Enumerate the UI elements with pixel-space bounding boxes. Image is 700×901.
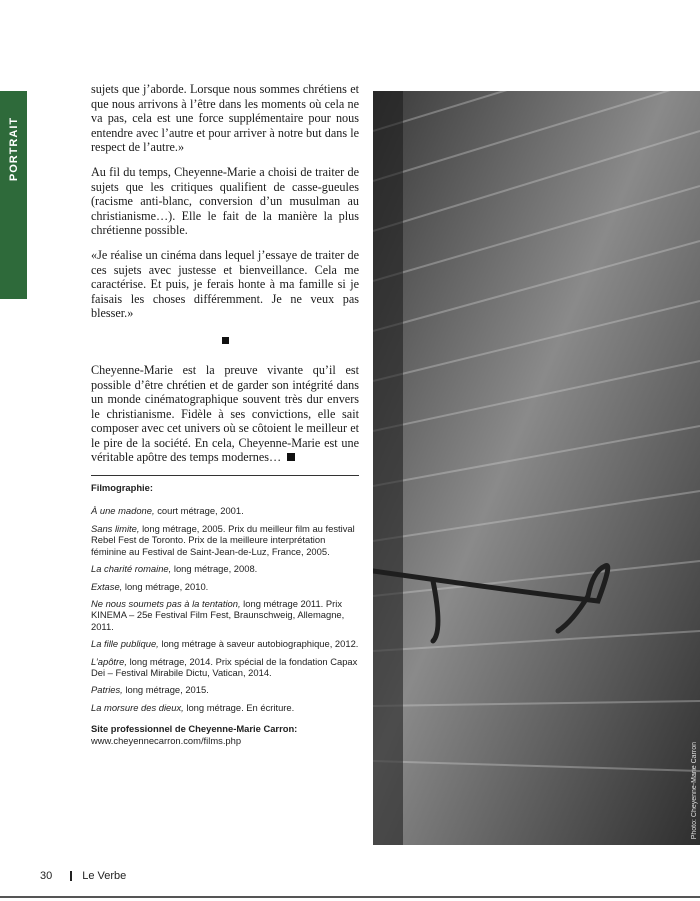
site-url: www.cheyennecarron.com/films.php — [91, 734, 242, 746]
footer-rule — [0, 896, 700, 898]
film-entry — [91, 656, 359, 679]
filmography-heading: Filmographie: — [91, 482, 153, 494]
brick-wall-photo — [373, 91, 700, 845]
photo-credit: Photo: Cheyenne-Marie Carron — [691, 741, 698, 839]
film-description: long métrage 2011. Prix KINEMA – 25e Festival Film Fest, Braunschweig, Allemagne, 2011. — [91, 597, 345, 632]
film-description: long métrage à saveur autobiographique, 2012. — [158, 638, 359, 650]
article-paragraph: «Je réalise un cinéma dans lequel j’essaye de traiter de ces sujets avec justesse et bienveillance. Cela me caractérise. Et puis, je ferais honte à ma famille si je faisais les choses différemment. Je ne veux pas blesser.» — [91, 247, 359, 321]
closing-paragraph-text: Cheyenne-Marie est la preuve vivante qu’il est possible d’être chrétien et de garder son intégrité dans un monde cinématographique souvent très dur envers le christianisme. Fidèle à ses convictions, elle sait composer avec cet univers où se côtoient le meilleur et le pire de la société. En cela, Cheyenne-Marie est une véritable apôtre des temps modernes… — [91, 362, 359, 465]
film-title: L’apôtre, — [91, 655, 127, 667]
magazine-name: Le Verbe — [82, 870, 127, 882]
footer-divider — [70, 871, 72, 881]
section-separator — [91, 331, 359, 349]
film-description: court métrage, 2001. — [154, 505, 244, 517]
film-entry — [91, 684, 359, 695]
section-tab — [0, 91, 27, 299]
film-entry — [91, 598, 359, 632]
film-title: La fille publique, — [91, 638, 159, 650]
square-bullet-icon — [222, 337, 229, 344]
film-title: Sans limite, — [91, 522, 140, 534]
film-description: long métrage, 2008. — [171, 563, 258, 575]
article-paragraph: sujets que j’aborde. Lorsque nous sommes chrétiens et que nous arrivons à l’être dans les moments où cela ne va pas, cela est une force supplémentaire pour nous entendre avec l’autre et pour arriver à notre but dans le respect de l’autre.» — [91, 82, 359, 155]
section-tab-label: PORTRAIT — [7, 116, 20, 182]
film-description: long métrage, 2015. — [122, 684, 209, 696]
article-paragraph: Au fil du temps, Cheyenne-Marie a choisi de traiter de sujets que les critiques qualifient de casse-gueules (racisme anti-blanc, conversion d’un musulman au christianisme…). Elle le fait de la manière la plus chrétienne possible. — [91, 164, 359, 238]
film-entry — [91, 563, 359, 574]
film-title: La morsure des dieux, — [91, 701, 184, 713]
filmography — [91, 482, 359, 746]
film-description: long métrage, 2014. Prix spécial de la fondation Capax Dei – Festival Mirabile Dictu, Vatican, 2014. — [91, 655, 358, 678]
film-description: long métrage, 2010. — [122, 580, 209, 592]
page-number: 30 — [40, 870, 53, 882]
film-title: Ne nous soumets pas à la tentation, — [91, 597, 241, 609]
end-mark-icon — [287, 453, 295, 461]
film-description: long métrage, 2005. Prix du meilleur film au festival Rebel Fest de Toronto. Prix de la meilleure interprétation féminine au Festival de Saint-Jean-de-Luz, France, 2005. — [91, 522, 355, 557]
film-description: long métrage. En écriture. — [183, 701, 295, 713]
film-entry — [91, 638, 359, 649]
film-list — [91, 505, 359, 713]
divider — [91, 475, 359, 476]
page-footer — [40, 870, 126, 882]
film-entry — [91, 523, 359, 557]
article-paragraph — [91, 363, 359, 465]
article-column — [91, 82, 359, 746]
film-entry — [91, 505, 359, 516]
film-title: À une madone, — [91, 505, 155, 517]
site-heading: Site professionnel de Cheyenne-Marie Carron: — [91, 723, 298, 735]
film-entry — [91, 702, 359, 713]
film-title: La charité romaine, — [91, 563, 172, 575]
film-title: Extase, — [91, 580, 123, 592]
film-title: Patries, — [91, 684, 123, 696]
film-entry — [91, 581, 359, 592]
photo — [373, 91, 700, 845]
